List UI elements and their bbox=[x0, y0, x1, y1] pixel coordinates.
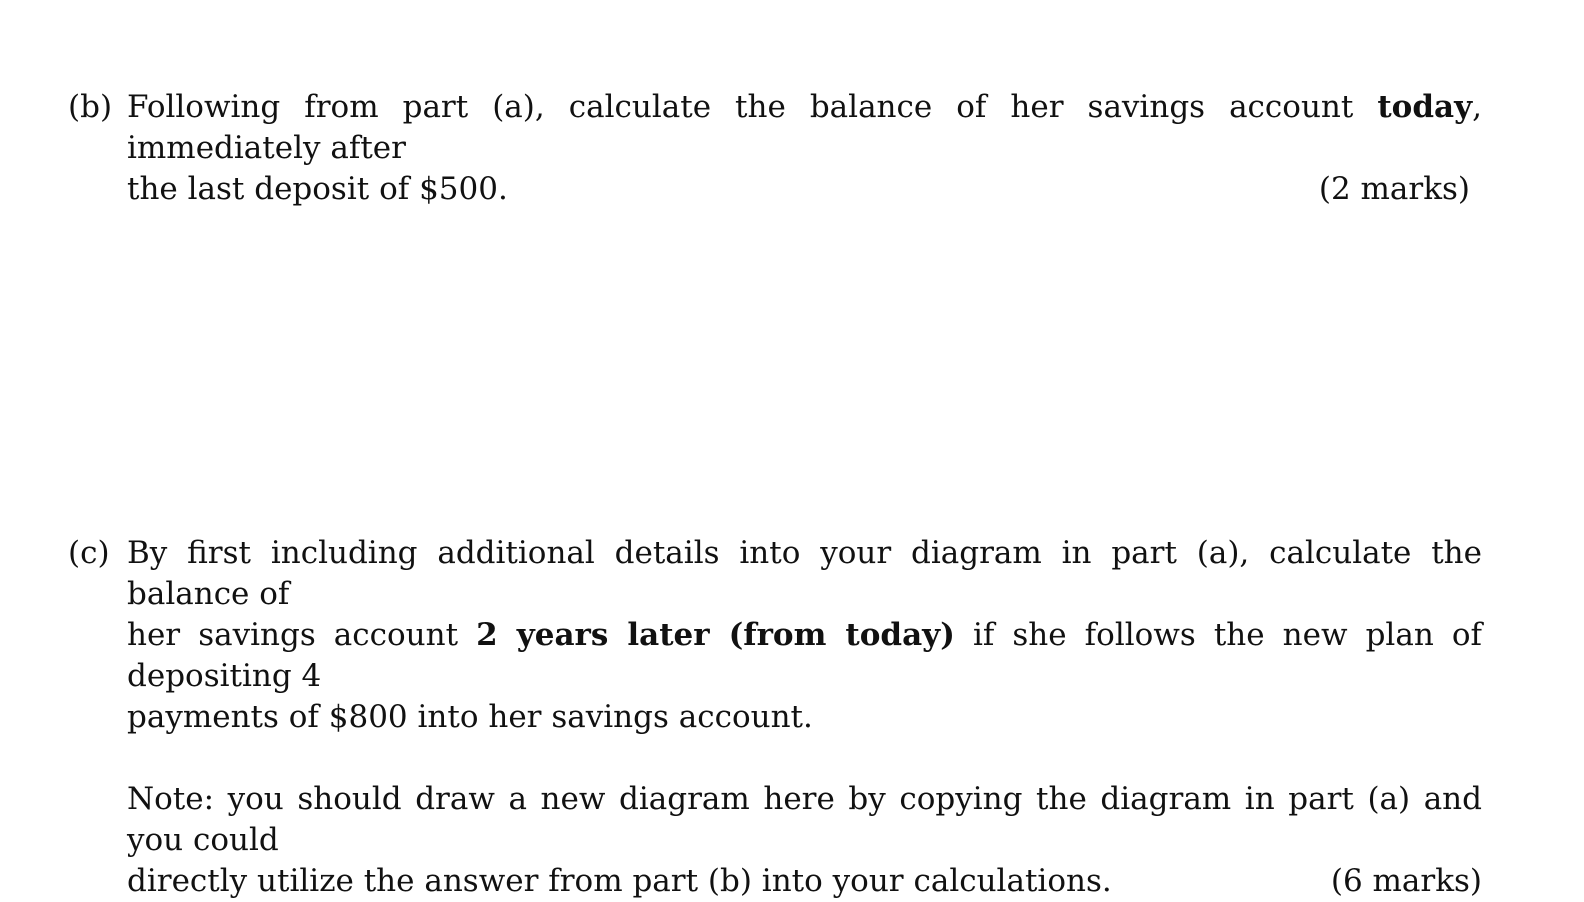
part-b-text-3: the last deposit of $500. bbox=[127, 171, 508, 207]
part-b-line-2 bbox=[127, 169, 1482, 210]
part-b-line-1 bbox=[127, 87, 1482, 169]
part-c-line-2 bbox=[127, 615, 1482, 697]
part-c-note bbox=[127, 779, 1482, 902]
part-c-marks: (6 marks) bbox=[1330, 863, 1482, 899]
part-b-marks: (2 marks) bbox=[1318, 171, 1470, 207]
question-part-c bbox=[68, 533, 1482, 902]
part-b-label: (b) bbox=[68, 89, 113, 125]
part-c-emphasis-2-years: 2 years later (from today) bbox=[476, 617, 955, 653]
part-b-text-1: Following from part (a), calculate the balance of her savings account bbox=[127, 89, 1354, 125]
part-b-emphasis-today: today bbox=[1377, 89, 1473, 125]
part-c-note-line-2 bbox=[127, 861, 1482, 902]
part-c-line-1: By first including additional details into your diagram in part (a), calculate the balance of bbox=[127, 535, 1482, 612]
question-part-b bbox=[68, 87, 1482, 210]
part-c-note-line-1: Note: you should draw a new diagram here by copying the diagram in part (a) and you could bbox=[127, 781, 1482, 858]
part-b-body bbox=[127, 87, 1482, 210]
part-c-text-2a: her savings account bbox=[127, 617, 459, 653]
part-b-text-2: , immediately after bbox=[127, 89, 1482, 166]
part-c-text-2b: if she follows the new plan of depositing 4 bbox=[127, 617, 1482, 694]
part-c-note-text-2: directly utilize the answer from part (b) into your calculations. bbox=[127, 863, 1112, 899]
part-c-line-3: payments of $800 into her savings account. bbox=[127, 699, 813, 735]
part-c-body bbox=[127, 533, 1482, 902]
part-c-label: (c) bbox=[68, 535, 110, 571]
